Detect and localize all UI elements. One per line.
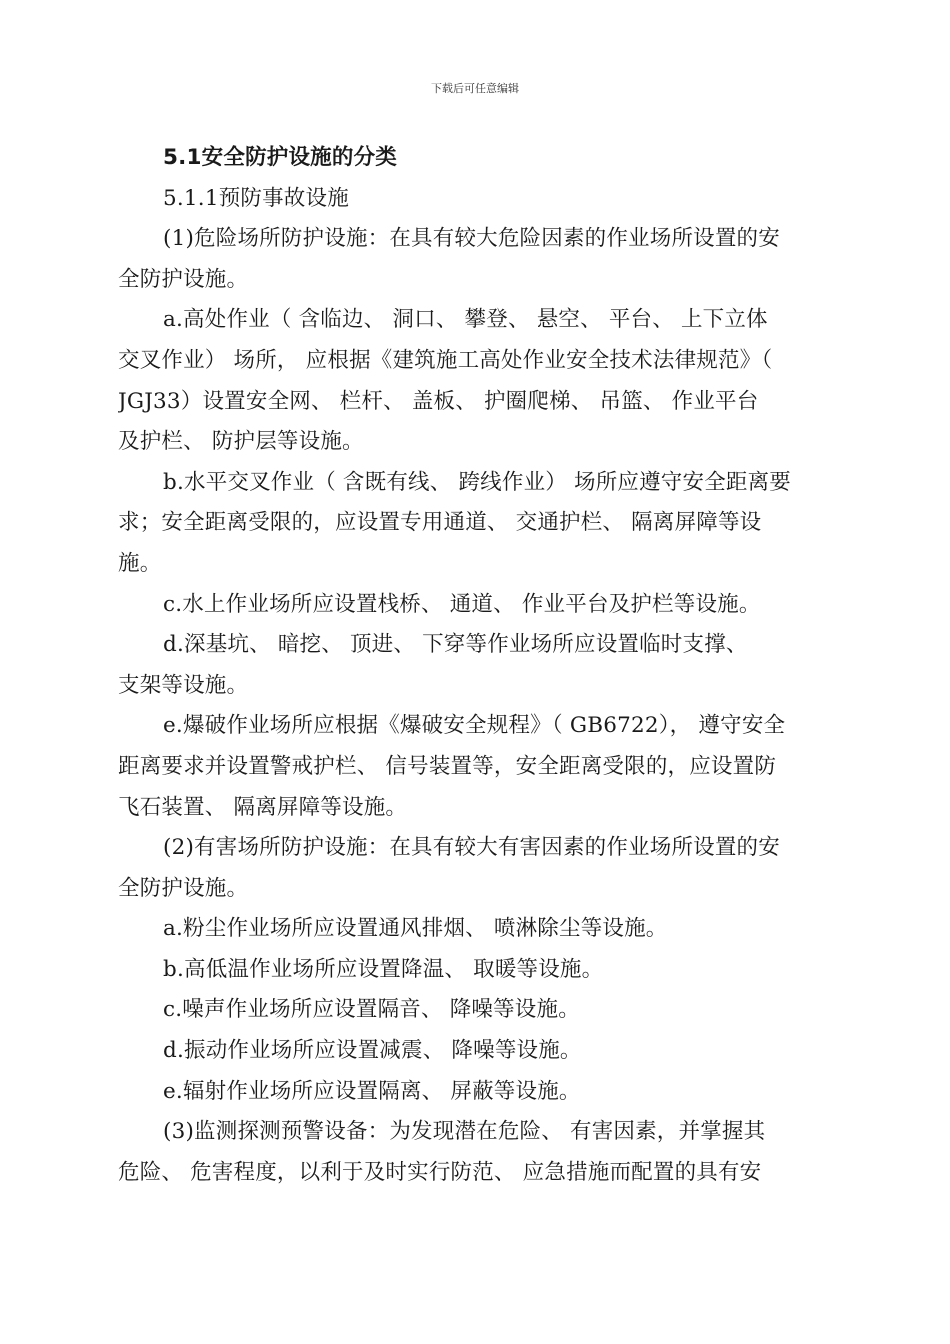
text-line: 距离要求并设置警戒护栏、 信号装置等，安全距离受限的，应设置防 — [118, 753, 777, 779]
text-line: e.爆破作业场所应根据《爆破安全规程》（ GB6722）， 遵守安全 — [163, 713, 786, 739]
text-line: JGJ33）设置安全网、 栏杆、 盖板、 护圈爬梯、 吊篮、 作业平台 — [118, 388, 759, 414]
text-line: c.噪声作业场所应设置隔音、 降噪等设施。 — [163, 997, 580, 1023]
text-line: d.深基坑、 暗挖、 顶进、 下穿等作业场所应设置临时支撑、 — [163, 632, 748, 658]
text-line: 全防护设施。 — [118, 875, 249, 901]
text-line: 及护栏、 防护层等设施。 — [118, 429, 364, 455]
text-line: 施。 — [118, 550, 162, 576]
text-line: e.辐射作业场所应设置隔离、 屏蔽等设施。 — [163, 1078, 581, 1104]
text-line: 飞石装置、 隔离屏障等设施。 — [118, 794, 408, 820]
text-line: c.水上作业场所应设置栈桥、 通道、 作业平台及护栏等设施。 — [163, 591, 761, 617]
document-body — [118, 138, 832, 1193]
text-line: 危险、 危害程度，以利于及时实行防范、 应急措施而配置的具有安 — [118, 1159, 762, 1185]
text-line: (3)监测探测预警设备：为发现潜在危险、 有害因素，并掌握其 — [163, 1119, 766, 1145]
text-line: 支架等设施。 — [118, 672, 249, 698]
text-line: 全防护设施。 — [118, 266, 249, 292]
text-line: 求；安全距离受限的，应设置专用通道、 交通护栏、 隔离屏障等设 — [118, 510, 762, 536]
text-line: 5.1.1预防事故设施 — [163, 185, 349, 211]
text-line: 交叉作业） 场所， 应根据《建筑施工高处作业安全技术法律规范》（ — [118, 347, 773, 373]
text-line: a.高处作业（ 含临边、 洞口、 攀登、 悬空、 平台、 上下立体 — [163, 307, 768, 333]
text-line: b.高低温作业场所应设置降温、 取暖等设施。 — [163, 956, 604, 982]
text-line: b.水平交叉作业（ 含既有线、 跨线作业） 场所应遵守安全距离要 — [163, 469, 792, 495]
text-line: (2)有害场所防护设施：在具有较大有害因素的作业场所设置的安 — [163, 835, 780, 861]
text-line: (1)危险场所防护设施：在具有较大危险因素的作业场所设置的安 — [163, 226, 780, 252]
header-note: 下载后可任意编辑 — [431, 82, 519, 95]
section-heading: 5.1安全防护设施的分类 — [163, 145, 397, 170]
text-line: d.振动作业场所应设置减震、 降噪等设施。 — [163, 1038, 582, 1064]
text-line: a.粉尘作业场所应设置通风排烟、 喷淋除尘等设施。 — [163, 916, 668, 942]
